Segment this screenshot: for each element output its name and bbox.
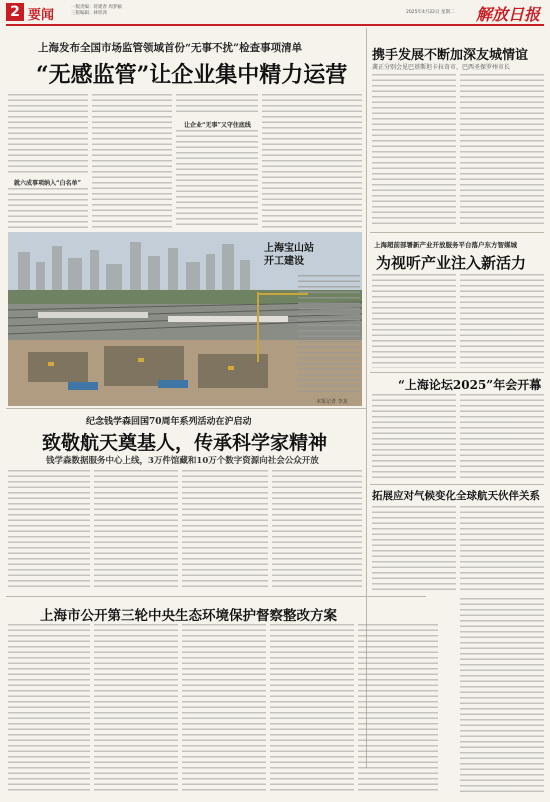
story2-kicker: 纪念钱学森回国70周年系列活动在沪启动: [86, 417, 252, 427]
body-text: [372, 394, 456, 480]
editors: [71, 5, 122, 17]
body-text: [8, 470, 90, 590]
photo-title-line: 上海宝山站: [264, 243, 314, 254]
section-divider: [6, 408, 366, 409]
story3-headline: 上海市公开第三轮中央生态环境保护督察整改方案: [40, 608, 337, 624]
masthead: [6, 3, 544, 25]
story1-kicker: 上海发布全国市场监管领域首份“无事不扰”检查事项清单: [38, 42, 303, 54]
body-text: [460, 506, 544, 594]
story1-headline: “无感监管”让企业集中精力运营: [36, 62, 348, 88]
issue-date: 2025年4月22日 星期二: [406, 10, 455, 15]
body-text: [372, 74, 456, 224]
section-divider: [370, 484, 544, 485]
body-text: [460, 598, 544, 794]
photo-title: [264, 242, 314, 268]
section-divider: [6, 596, 426, 597]
body-text: [372, 274, 456, 368]
body-text: [358, 624, 438, 794]
body-text: [270, 624, 354, 794]
body-text: [182, 624, 266, 794]
story1-subhead: 让企业“无事”又守住底线: [184, 122, 251, 129]
section-divider: [370, 232, 544, 233]
story2-headline: 致敬航天奠基人，传承科学家精神: [42, 432, 328, 454]
body-text: [94, 470, 178, 590]
body-text: [372, 506, 456, 594]
story2-deck: 钱学森数据服务中心上线，3万件馆藏和10万个数字资源向社会公众开放: [46, 456, 319, 466]
photo-credit: 本报记者 李龙: [316, 399, 348, 405]
body-text: [272, 470, 362, 590]
page-number: 2: [6, 3, 24, 21]
photo-caption-text: [298, 275, 360, 393]
story1-subhead: 就六成事项纳入“白名单”: [14, 180, 81, 187]
editor-line: 一版责编：蒋建春 周梦颖: [71, 5, 122, 10]
body-text: [176, 94, 258, 116]
masthead-rule: [6, 24, 544, 26]
body-text: [8, 624, 90, 794]
body-text: [460, 394, 544, 480]
body-text: [176, 130, 258, 228]
body-text: [460, 274, 544, 368]
right-story3-headline: “上海论坛2025”年会开幕: [398, 378, 542, 392]
editor-line: 三版编辑：林铁鸿: [71, 11, 107, 16]
body-text: [92, 94, 172, 228]
section-divider: [370, 372, 544, 373]
body-text: [460, 74, 544, 224]
body-text: [8, 188, 88, 228]
body-text: [182, 470, 268, 590]
body-text: [262, 94, 362, 228]
photo-title-line: 开工建设: [264, 256, 304, 267]
right-story1-deck: 龚正分别会见巴基斯坦卡拉奇市、巴西圣保罗州市长: [372, 64, 511, 71]
right-story2-kicker: 上海超前部署新产业开放服务平台落户东方智媒城: [374, 241, 517, 249]
newspaper-logo: 解放日报: [476, 5, 541, 24]
right-story1-headline: 携手发展不断加深友城情谊: [372, 48, 529, 63]
body-text: [8, 94, 88, 174]
right-story4-headline: 拓展应对气候变化全球航天伙伴关系: [372, 490, 540, 502]
right-story2-headline: 为视听产业注入新活力: [376, 254, 527, 272]
section-name: 要闻: [28, 8, 55, 23]
body-text: [94, 624, 178, 794]
